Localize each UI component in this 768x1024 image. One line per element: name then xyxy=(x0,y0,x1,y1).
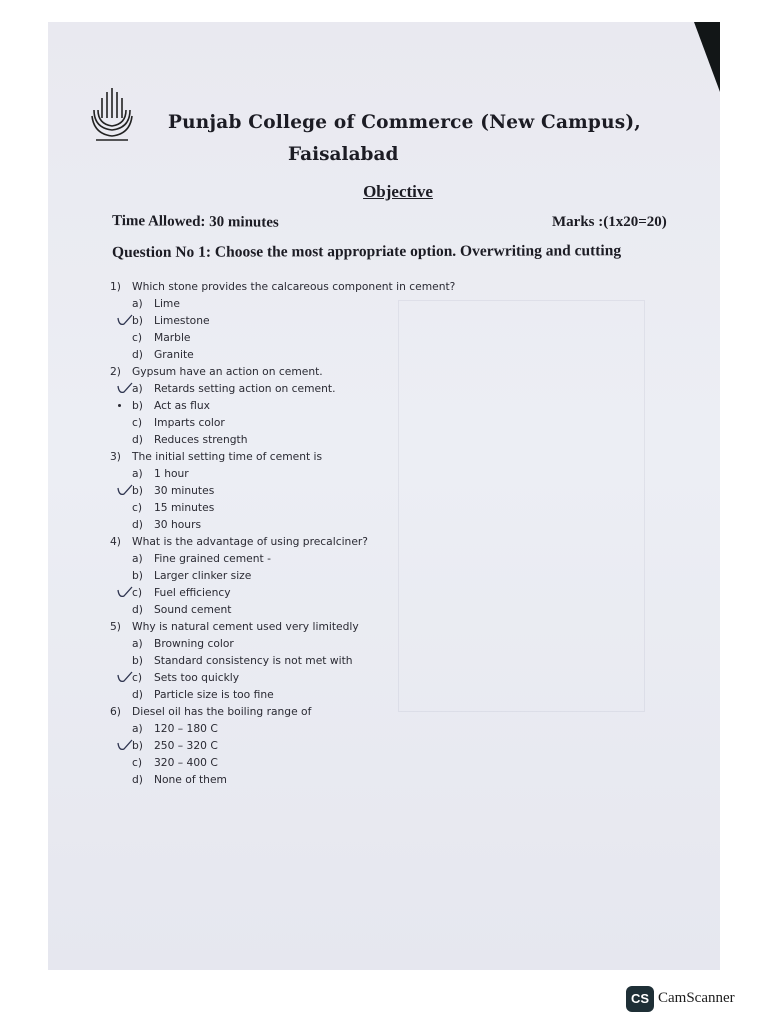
college-logo-icon xyxy=(90,84,134,144)
question-text: Diesel oil has the boiling range of xyxy=(132,705,312,718)
option-5a[interactable] xyxy=(110,635,670,652)
option-6a[interactable] xyxy=(110,720,670,737)
option-letter: c) xyxy=(132,501,143,514)
option-letter: a) xyxy=(132,382,143,395)
option-6d[interactable] xyxy=(110,771,670,788)
option-letter: b) xyxy=(132,569,143,582)
option-text: Reduces strength xyxy=(154,433,248,446)
camscanner-label: CamScanner xyxy=(658,990,735,1006)
option-letter: a) xyxy=(132,297,143,310)
question-text: Why is natural cement used very limitedly xyxy=(132,620,359,633)
option-text: Imparts color xyxy=(154,416,225,429)
question-text: The initial setting time of cement is xyxy=(132,450,323,463)
option-letter: d) xyxy=(132,773,143,786)
option-letter: c) xyxy=(132,331,143,344)
option-1b[interactable] xyxy=(110,312,670,329)
option-letter: b) xyxy=(132,399,143,412)
section-title: Objective xyxy=(363,182,433,201)
option-text: 30 hours xyxy=(154,518,202,531)
question-number: 5) xyxy=(110,620,121,633)
option-text: 1 hour xyxy=(154,467,189,480)
question-number: 1) xyxy=(110,280,121,293)
option-letter: a) xyxy=(132,552,143,565)
question-text: What is the advantage of using precalciner? xyxy=(132,535,368,548)
marks-total: Marks :(1x20=20) xyxy=(552,214,667,230)
option-letter: c) xyxy=(132,671,143,684)
option-text: Lime xyxy=(154,297,180,310)
scan-edge-shadow xyxy=(694,22,720,92)
question-2 xyxy=(110,363,670,380)
option-letter: b) xyxy=(132,739,143,752)
question-instruction: Question No 1: Choose the most appropriate option. Overwriting and cutting xyxy=(111,242,622,261)
option-letter: b) xyxy=(132,654,143,667)
option-text: Browning color xyxy=(154,637,234,650)
option-letter: c) xyxy=(132,416,143,429)
question-number: 3) xyxy=(110,450,121,463)
option-6b[interactable] xyxy=(110,737,670,754)
option-text: Limestone xyxy=(154,314,210,327)
question-5 xyxy=(110,618,670,635)
option-letter: a) xyxy=(132,637,143,650)
exam-paper xyxy=(48,22,720,970)
option-text: 30 minutes xyxy=(154,484,215,497)
camscanner-logo-icon: CS xyxy=(626,986,654,1012)
college-city: Faisalabad xyxy=(288,144,399,165)
question-number: 2) xyxy=(110,365,121,378)
option-letter: a) xyxy=(132,467,143,480)
option-2a[interactable] xyxy=(110,380,670,397)
option-4b[interactable] xyxy=(110,567,670,584)
question-text: Which stone provides the calcareous component in cement? xyxy=(132,280,456,293)
question-4 xyxy=(110,533,670,550)
option-2d[interactable] xyxy=(110,431,670,448)
option-5d[interactable] xyxy=(110,686,670,703)
option-letter: c) xyxy=(132,586,143,599)
option-1d[interactable] xyxy=(110,346,670,363)
option-letter: b) xyxy=(132,314,143,327)
option-4d[interactable] xyxy=(110,601,670,618)
option-text: Granite xyxy=(154,348,194,361)
option-text: Standard consistency is not met with xyxy=(154,654,353,667)
option-text: 15 minutes xyxy=(154,501,215,514)
option-2b[interactable] xyxy=(110,397,670,414)
option-text: None of them xyxy=(154,773,227,786)
option-letter: a) xyxy=(132,722,143,735)
question-number: 4) xyxy=(110,535,121,548)
option-5b[interactable] xyxy=(110,652,670,669)
option-text: 120 – 180 C xyxy=(154,722,218,735)
question-3 xyxy=(110,448,670,465)
option-text: Particle size is too fine xyxy=(154,688,274,701)
option-6c[interactable] xyxy=(110,754,670,771)
option-3a[interactable] xyxy=(110,465,670,482)
option-letter: d) xyxy=(132,348,143,361)
option-letter: b) xyxy=(132,484,143,497)
question-6 xyxy=(110,703,670,720)
option-text: Larger clinker size xyxy=(154,569,252,582)
option-letter: d) xyxy=(132,518,143,531)
option-1a[interactable] xyxy=(110,295,670,312)
time-allowed: Time Allowed: 30 minutes xyxy=(111,213,279,231)
option-3b[interactable] xyxy=(110,482,670,499)
option-text: Retards setting action on cement. xyxy=(154,382,336,395)
option-letter: d) xyxy=(132,688,143,701)
question-number: 6) xyxy=(110,705,121,718)
option-5c[interactable] xyxy=(110,669,670,686)
option-letter: d) xyxy=(132,433,143,446)
option-text: Fuel efficiency xyxy=(154,586,231,599)
option-text: Sets too quickly xyxy=(154,671,240,684)
option-text: 320 – 400 C xyxy=(154,756,218,769)
question-text: Gypsum have an action on cement. xyxy=(132,365,323,378)
option-2c[interactable] xyxy=(110,414,670,431)
question-list xyxy=(110,278,670,788)
option-4c[interactable] xyxy=(110,584,670,601)
college-name: Punjab College of Commerce (New Campus), xyxy=(168,112,641,133)
option-text: Sound cement xyxy=(154,603,232,616)
option-1c[interactable] xyxy=(110,329,670,346)
pen-dot-icon xyxy=(118,404,121,407)
option-3c[interactable] xyxy=(110,499,670,516)
question-1 xyxy=(110,278,670,295)
option-text: Marble xyxy=(154,331,191,344)
option-text: Act as flux xyxy=(154,399,210,412)
option-letter: d) xyxy=(132,603,143,616)
option-4a[interactable] xyxy=(110,550,670,567)
option-text: Fine grained cement - xyxy=(154,552,271,565)
option-3d[interactable] xyxy=(110,516,670,533)
option-letter: c) xyxy=(132,756,143,769)
option-text: 250 – 320 C xyxy=(154,739,218,752)
